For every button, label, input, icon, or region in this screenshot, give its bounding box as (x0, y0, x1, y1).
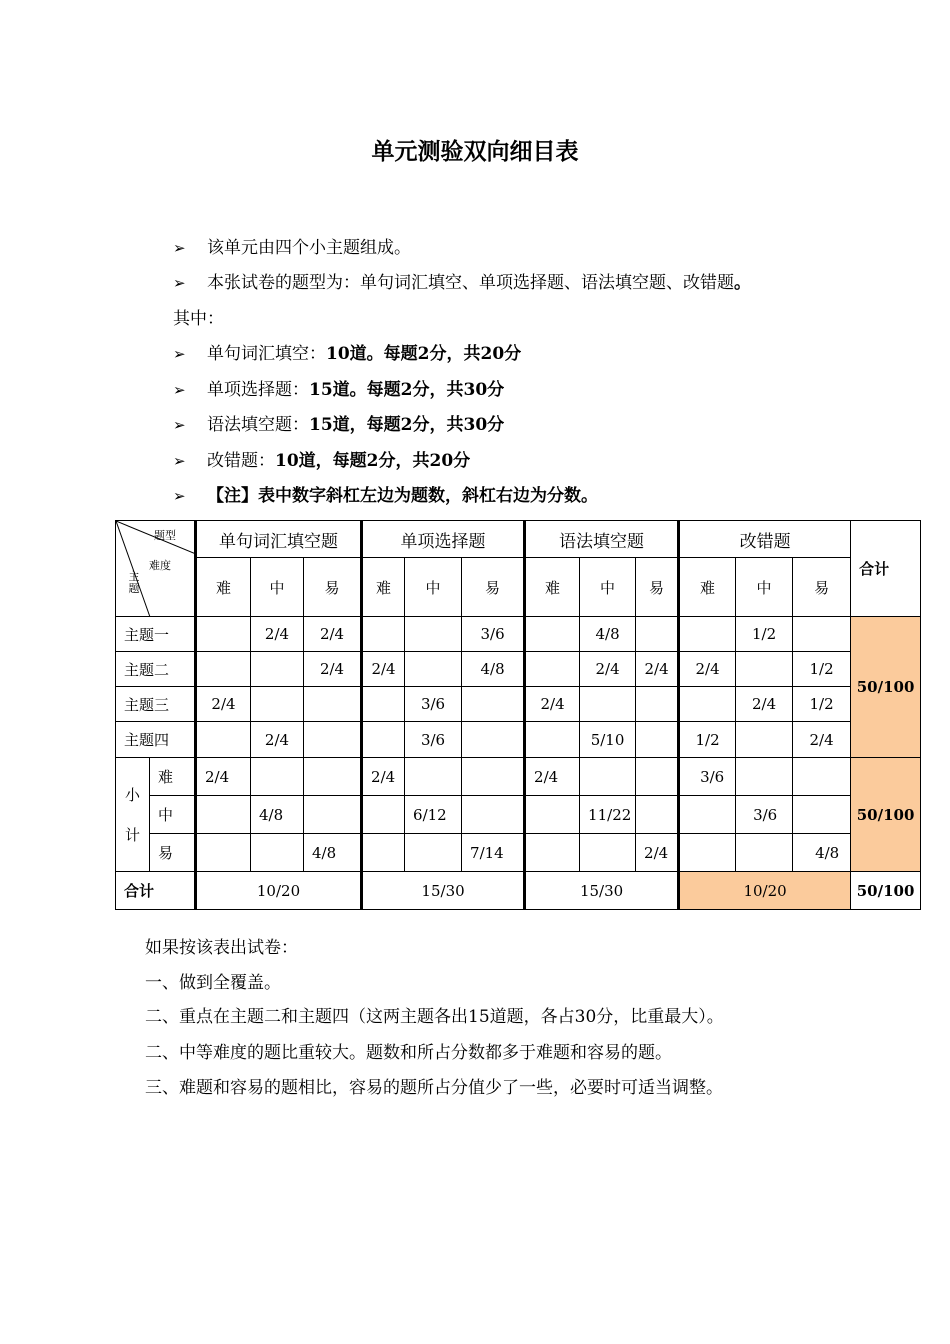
table-cell (251, 687, 304, 722)
type-line-1 (173, 342, 521, 366)
subtotal-row (116, 834, 921, 872)
table-cell: 2/4 (636, 834, 679, 872)
arrow-bullet-icon: ➢ (173, 452, 186, 470)
corner-type-label: 题型 (154, 529, 176, 542)
table-cell (362, 722, 405, 758)
table-cell (793, 617, 851, 652)
table-cell: 11/22 (580, 796, 636, 834)
type-detail: 15道。每题2分，共30分 (309, 380, 505, 400)
arrow-bullet-icon: ➢ (173, 416, 186, 434)
table-cell (793, 796, 851, 834)
spec-table (115, 520, 921, 910)
table-cell: 3/6 (679, 758, 736, 796)
table-cell: 2/4 (251, 722, 304, 758)
table-cell: 1/2 (736, 617, 793, 652)
table-cell: 5/10 (580, 722, 636, 758)
level-header: 难 (196, 558, 251, 617)
table-cell (362, 617, 405, 652)
table-cell (405, 617, 462, 652)
arrow-bullet-icon: ➢ (173, 345, 186, 363)
table-cell (525, 617, 580, 652)
table-cell (636, 722, 679, 758)
intro-text: 本张试卷的题型为：单句词汇填空、单项选择题、语法填空题、改错题 (207, 273, 734, 293)
subtotal-level: 中 (150, 796, 196, 834)
table-cell (405, 834, 462, 872)
table-cell: 3/6 (405, 722, 462, 758)
type-total-cell: 15/30 (362, 872, 525, 910)
table-cell: 2/4 (196, 687, 251, 722)
corner-difficulty-label: 难度 (149, 559, 171, 572)
level-header: 中 (405, 558, 462, 617)
conclusion-line: 二、中等难度的题比重较大。题数和所占分数都多于难题和容易的题。 (145, 1043, 672, 1063)
table-cell: 7/14 (462, 834, 525, 872)
note-line (173, 484, 598, 508)
topic-label: 主题三 (116, 687, 196, 722)
type-line-2 (173, 378, 504, 402)
corner-topic-char: 主 (128, 570, 140, 583)
table-cell: 4/8 (793, 834, 851, 872)
table-cell: 3/6 (736, 796, 793, 834)
total-header: 合计 (851, 521, 921, 617)
table-cell: 2/4 (362, 652, 405, 687)
type-line-3 (173, 413, 504, 437)
subtotal-row (116, 758, 921, 796)
topic-total-cell: 50/100 (851, 617, 921, 758)
qizhong-label: 其中： (173, 309, 224, 329)
table-cell (736, 722, 793, 758)
type-label: 改错题： (207, 451, 275, 471)
table-cell (736, 758, 793, 796)
table-cell (196, 722, 251, 758)
type-header-row (116, 521, 921, 558)
type-total-cell-highlight: 10/20 (679, 872, 851, 910)
table-cell (251, 758, 304, 796)
table-cell: 2/4 (251, 617, 304, 652)
table-cell (736, 652, 793, 687)
arrow-bullet-icon: ➢ (173, 381, 186, 399)
table-cell (304, 722, 362, 758)
table-cell (251, 652, 304, 687)
table-cell: 2/4 (679, 652, 736, 687)
level-header-row (116, 558, 921, 617)
type-label: 单项选择题： (207, 380, 309, 400)
table-cell (196, 834, 251, 872)
table-cell (580, 758, 636, 796)
table-cell (462, 758, 525, 796)
table-cell (251, 834, 304, 872)
arrow-bullet-icon: ➢ (173, 487, 186, 505)
intro-text: 该单元由四个小主题组成。 (207, 238, 411, 258)
table-cell (580, 687, 636, 722)
intro-text-bold: 。 (734, 273, 751, 293)
subtotal-row (116, 796, 921, 834)
table-cell: 2/4 (525, 758, 580, 796)
topic-row (116, 617, 921, 652)
corner-topic-char: 题 (128, 582, 140, 595)
table-cell (362, 687, 405, 722)
table-cell (580, 834, 636, 872)
table-cell (362, 834, 405, 872)
table-cell (304, 796, 362, 834)
table-cell: 3/6 (462, 617, 525, 652)
level-header: 易 (636, 558, 679, 617)
type-detail: 10道，每题2分，共20分 (275, 451, 471, 471)
topic-row (116, 722, 921, 758)
topic-label: 主题二 (116, 652, 196, 687)
table-cell (679, 617, 736, 652)
conclusion-line: 一、做到全覆盖。 (145, 973, 281, 993)
table-cell: 2/4 (362, 758, 405, 796)
topic-label: 主题四 (116, 722, 196, 758)
subtotal-total-cell: 50/100 (851, 758, 921, 872)
table-cell (679, 687, 736, 722)
type-detail: 15道，每题2分，共30分 (309, 415, 505, 435)
total-row (116, 872, 921, 910)
subtotal-level: 难 (150, 758, 196, 796)
table-cell (525, 652, 580, 687)
table-cell (462, 722, 525, 758)
conclusion-line: 如果按该表出试卷： (145, 938, 298, 958)
arrow-bullet-icon: ➢ (173, 274, 186, 292)
type-label: 语法填空题： (207, 415, 309, 435)
table-cell: 4/8 (251, 796, 304, 834)
table-cell: 1/2 (793, 652, 851, 687)
level-header: 难 (679, 558, 736, 617)
type-header: 单项选择题 (362, 521, 525, 558)
subtotal-label-char: 计 (124, 825, 140, 844)
table-cell: 1/2 (679, 722, 736, 758)
subtotal-label-char: 小 (124, 785, 140, 804)
table-cell: 1/2 (793, 687, 851, 722)
table-cell (196, 796, 251, 834)
table-cell: 2/4 (736, 687, 793, 722)
type-total-cell: 10/20 (196, 872, 362, 910)
table-cell: 6/12 (405, 796, 462, 834)
table-cell: 4/8 (304, 834, 362, 872)
subtotal-level: 易 (150, 834, 196, 872)
topic-row (116, 687, 921, 722)
grand-total-cell: 50/100 (851, 872, 921, 910)
intro-line-2 (173, 271, 751, 295)
type-label: 单句词汇填空： (207, 344, 326, 364)
arrow-bullet-icon: ➢ (173, 239, 186, 257)
table-cell (679, 834, 736, 872)
table-cell: 2/4 (525, 687, 580, 722)
table-cell (525, 834, 580, 872)
type-total-cell: 15/30 (525, 872, 679, 910)
table-cell (793, 758, 851, 796)
topic-label: 主题一 (116, 617, 196, 652)
table-cell: 2/4 (304, 652, 362, 687)
table-cell (304, 758, 362, 796)
table-cell (636, 617, 679, 652)
table-cell (462, 796, 525, 834)
type-detail: 10道。每题2分，共20分 (326, 344, 522, 364)
table-cell (525, 796, 580, 834)
table-cell: 4/8 (462, 652, 525, 687)
table-cell (525, 722, 580, 758)
table-cell: 2/4 (636, 652, 679, 687)
level-header: 难 (362, 558, 405, 617)
type-line-4 (173, 449, 470, 473)
table-cell (304, 687, 362, 722)
level-header: 中 (580, 558, 636, 617)
table-cell: 2/4 (304, 617, 362, 652)
topic-row (116, 652, 921, 687)
table-cell (679, 796, 736, 834)
table-cell (636, 687, 679, 722)
level-header: 易 (793, 558, 851, 617)
conclusion-line: 三、难题和容易的题相比，容易的题所占分值少了一些，必要时可适当调整。 (145, 1078, 723, 1098)
type-header: 单句词汇填空题 (196, 521, 362, 558)
type-header: 改错题 (679, 521, 851, 558)
table-cell (196, 652, 251, 687)
level-header: 难 (525, 558, 580, 617)
level-header: 中 (251, 558, 304, 617)
table-cell (462, 687, 525, 722)
note-text: 【注】表中数字斜杠左边为题数，斜杠右边为分数。 (207, 486, 598, 506)
corner-cell (116, 521, 196, 617)
subtotal-label (116, 758, 150, 872)
table-cell: 2/4 (580, 652, 636, 687)
level-header: 易 (462, 558, 525, 617)
table-cell: 2/4 (793, 722, 851, 758)
level-header: 中 (736, 558, 793, 617)
table-cell (736, 834, 793, 872)
table-cell: 3/6 (405, 687, 462, 722)
table-cell (362, 796, 405, 834)
table-cell: 2/4 (196, 758, 251, 796)
table-cell (405, 758, 462, 796)
table-cell: 4/8 (580, 617, 636, 652)
intro-line-1 (173, 236, 411, 260)
table-cell (196, 617, 251, 652)
type-header: 语法填空题 (525, 521, 679, 558)
table-cell (405, 652, 462, 687)
table-cell (636, 796, 679, 834)
page-title: 单元测验双向细目表 (371, 139, 579, 165)
level-header: 易 (304, 558, 362, 617)
conclusion-line: 二、重点在主题二和主题四（这两主题各出15道题，各占30分，比重最大）。 (145, 1007, 724, 1027)
table-cell (636, 758, 679, 796)
total-row-label: 合计 (116, 872, 196, 910)
